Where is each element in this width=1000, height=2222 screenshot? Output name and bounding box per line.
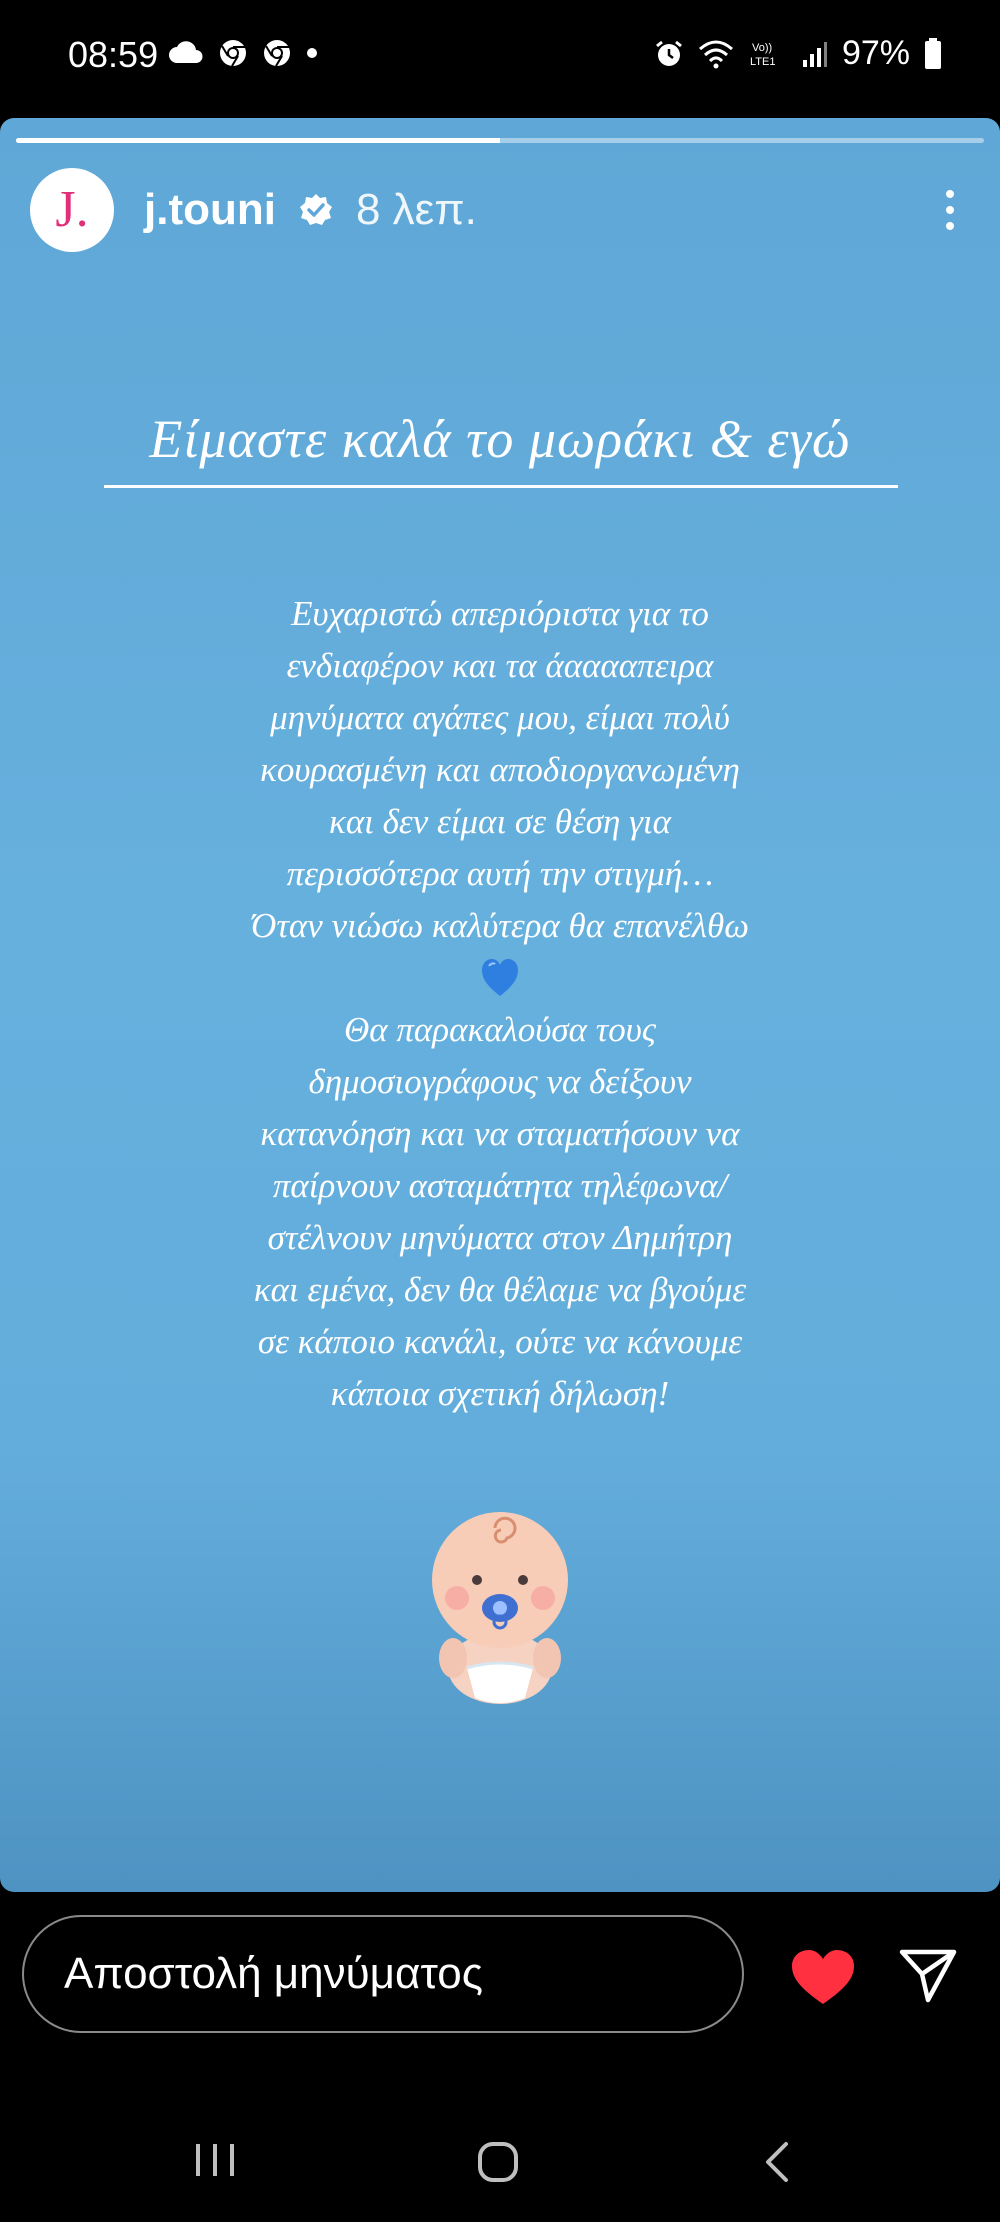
wifi-icon [698,39,734,69]
battery-icon [924,38,942,70]
body-line: Θα παρακαλούσα τους [343,1010,657,1049]
home-icon[interactable] [476,2140,520,2184]
battery-percent: 97% [841,34,910,72]
message-placeholder: Αποστολή μηνύματος [64,1949,483,1998]
cloud-icon [168,41,204,65]
signal-icon [802,40,828,68]
baby-sticker-icon [425,1508,575,1708]
dot-icon [306,47,318,59]
avatar[interactable] [30,168,114,252]
story-body [140,588,860,1420]
more-dot [946,206,954,214]
svg-text:Vo)): Vo)) [751,41,773,54]
more-dot [946,222,954,230]
verified-badge-icon [298,192,334,228]
body-line: ενδιαφέρον και τα άααααπειρα [286,646,714,685]
body-line: και εμένα, δεν θα θέλαμε να βγούμε [253,1270,747,1309]
system-nav-bar [0,2110,1000,2222]
more-dot [946,190,954,198]
chrome-icon [262,38,292,68]
message-input[interactable] [22,1915,744,2033]
heart-icon[interactable] [790,1948,856,2006]
status-time: 08:59 [68,34,159,75]
body-line: Όταν νιώσω καλύτερα θα επανέλθω [251,906,749,945]
story-title: Είμαστε καλά το μωράκι & εγώ [149,409,851,469]
post-time: 8 λεπ. [355,185,477,234]
svg-text:LTE1: LTE1 [749,55,776,68]
story-progress [16,138,984,143]
avatar-logo: J. [55,181,89,238]
body-line: σε κάποιο κανάλι, ούτε να κάνουμε [257,1322,743,1361]
chrome-icon [218,38,248,68]
body-line: παίρνουν ασταμάτητα τηλέφωνα/ [272,1166,728,1205]
body-line: κάποια σχετική δήλωση! [330,1374,670,1413]
title-underline [104,485,898,488]
progress-fill [16,138,500,143]
story-header [30,164,970,256]
body-line: μηνύματα αγάπες μου, είμαι πολύ [270,698,730,737]
body-line: Ευχαριστώ απεριόριστα για το [291,594,709,633]
status-icons-right [654,34,942,73]
body-line: περισσότερα αυτή την στιγμή… [286,854,714,893]
body-line: δημοσιογράφους να δείξουν [308,1062,692,1101]
recents-icon[interactable] [194,2142,236,2178]
back-icon[interactable] [762,2140,792,2184]
more-options-icon[interactable] [930,180,970,240]
story-panel[interactable] [0,118,1000,1892]
progress-segment [16,138,984,143]
username[interactable]: j.touni [144,185,276,234]
volte-icon [748,39,788,69]
status-icons-left [168,38,318,68]
send-icon[interactable] [898,1948,958,2004]
blue-heart-icon [480,952,520,1004]
body-line: και δεν είμαι σε θέση για [329,802,671,841]
body-line: κουρασμένη και αποδιοργανωμένη [260,750,740,789]
alarm-icon [654,39,684,69]
status-bar [0,0,1000,110]
body-line: κατανόηση και να σταματήσουν να [260,1114,740,1153]
body-line: στέλνουν μηνύματα στον Δημήτρη [267,1218,733,1257]
